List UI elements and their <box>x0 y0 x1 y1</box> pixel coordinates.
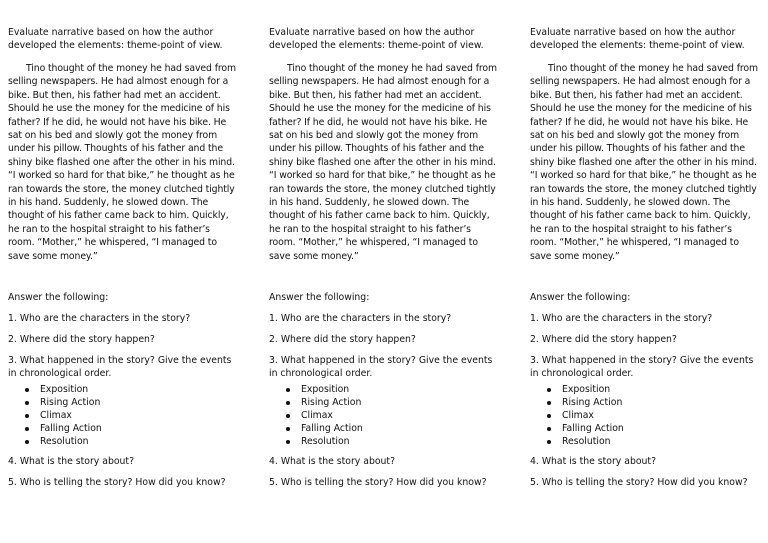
answer-label: Answer the following: <box>269 292 370 304</box>
plot-elements-list <box>269 383 499 448</box>
list-item-label: Rising Action <box>562 397 623 409</box>
plot-elements-list <box>8 383 238 448</box>
list-item <box>25 435 238 448</box>
story-passage: Tino thought of the money he had saved from selling newspapers. He had almost enough for a bike. But then, his father had met an accident. Should he use the money for the medicine of his father? If he did, he would not have his bike. He sat on his bed and slowly got the money from under his pillow. Thoughts of his father and the shiny bike flashed one after the other in his mind. “I worked so hard for that bike,” he thought as he ran towards the store, the money clutched tightly in his hand. Suddenly, he slowed down. The thought of his father came back to him. Quickly, he ran to the hospital straight to his father’s room. “Mother,” he whispered, “I managed to save some money.” <box>269 63 497 262</box>
instruction-heading: Evaluate narrative based on how the author developed the elements: theme-point of view. <box>530 27 745 51</box>
story-passage: Tino thought of the money he had saved from selling newspapers. He had almost enough for a bike. But then, his father had met an accident. Should he use the money for the medicine of his father? If he did, he would not have his bike. He sat on his bed and slowly got the money from under his pillow. Thoughts of his father and the shiny bike flashed one after the other in his mind. “I worked so hard for that bike,” he thought as he ran towards the store, the money clutched tightly in his hand. Suddenly, he slowed down. The thought of his father came back to him. Quickly, he ran to the hospital straight to his father’s room. “Mother,” he whispered, “I managed to save some money.” <box>8 63 236 262</box>
list-item-label: Rising Action <box>40 397 101 409</box>
answer-label: Answer the following: <box>530 292 631 304</box>
list-item-label: Resolution <box>40 436 89 448</box>
list-item-label: Exposition <box>40 384 89 396</box>
list-item <box>286 422 499 435</box>
list-item <box>286 383 499 396</box>
list-item <box>25 409 238 422</box>
list-item-label: Rising Action <box>301 397 362 409</box>
list-item-label: Falling Action <box>562 423 624 435</box>
question-4: 4. What is the story about? <box>530 456 657 468</box>
list-item <box>547 435 760 448</box>
bullet-icon <box>25 388 29 392</box>
bullet-icon <box>547 401 551 405</box>
list-item <box>547 409 760 422</box>
question-2: 2. Where did the story happen? <box>530 334 677 346</box>
question-5: 5. Who is telling the story? How did you know? <box>269 477 487 489</box>
question-1: 1. Who are the characters in the story? <box>8 313 191 325</box>
list-item <box>25 396 238 409</box>
question-5: 5. Who is telling the story? How did you know? <box>8 477 226 489</box>
list-item-label: Falling Action <box>301 423 363 435</box>
bullet-icon <box>547 440 551 444</box>
question-2: 2. Where did the story happen? <box>8 334 155 346</box>
question-3: 3. What happened in the story? Give the events in chronological order. <box>269 355 493 380</box>
question-3: 3. What happened in the story? Give the events in chronological order. <box>530 355 754 380</box>
bullet-icon <box>25 414 29 418</box>
question-5: 5. Who is telling the story? How did you know? <box>530 477 748 489</box>
list-item-label: Exposition <box>301 384 350 396</box>
list-item <box>286 435 499 448</box>
list-item-label: Exposition <box>562 384 611 396</box>
list-item <box>286 396 499 409</box>
bullet-icon <box>286 414 290 418</box>
list-item-label: Climax <box>40 410 72 422</box>
worksheet-column-1 <box>8 0 238 543</box>
bullet-icon <box>286 427 290 431</box>
bullet-icon <box>547 414 551 418</box>
answer-label: Answer the following: <box>8 292 109 304</box>
worksheet-column-2 <box>269 0 499 543</box>
story-passage: Tino thought of the money he had saved from selling newspapers. He had almost enough for a bike. But then, his father had met an accident. Should he use the money for the medicine of his father? If he did, he would not have his bike. He sat on his bed and slowly got the money from under his pillow. Thoughts of his father and the shiny bike flashed one after the other in his mind. “I worked so hard for that bike,” he thought as he ran towards the store, the money clutched tightly in his hand. Suddenly, he slowed down. The thought of his father came back to him. Quickly, he ran to the hospital straight to his father’s room. “Mother,” he whispered, “I managed to save some money.” <box>530 63 758 262</box>
bullet-icon <box>25 440 29 444</box>
list-item-label: Resolution <box>301 436 350 448</box>
question-1: 1. Who are the characters in the story? <box>530 313 713 325</box>
instruction-heading: Evaluate narrative based on how the author developed the elements: theme-point of view. <box>269 27 484 51</box>
list-item-label: Climax <box>562 410 594 422</box>
bullet-icon <box>286 440 290 444</box>
list-item <box>25 422 238 435</box>
question-2: 2. Where did the story happen? <box>269 334 416 346</box>
plot-elements-list <box>530 383 760 448</box>
list-item-label: Falling Action <box>40 423 102 435</box>
bullet-icon <box>547 388 551 392</box>
bullet-icon <box>25 427 29 431</box>
list-item <box>547 396 760 409</box>
bullet-icon <box>286 388 290 392</box>
list-item <box>547 383 760 396</box>
question-1: 1. Who are the characters in the story? <box>269 313 452 325</box>
question-4: 4. What is the story about? <box>269 456 396 468</box>
instruction-heading: Evaluate narrative based on how the author developed the elements: theme-point of view. <box>8 27 223 51</box>
list-item-label: Resolution <box>562 436 611 448</box>
list-item-label: Climax <box>301 410 333 422</box>
list-item <box>547 422 760 435</box>
question-4: 4. What is the story about? <box>8 456 135 468</box>
bullet-icon <box>25 401 29 405</box>
worksheet-column-3 <box>530 0 760 543</box>
list-item <box>286 409 499 422</box>
bullet-icon <box>286 401 290 405</box>
question-3: 3. What happened in the story? Give the events in chronological order. <box>8 355 232 380</box>
bullet-icon <box>547 427 551 431</box>
list-item <box>25 383 238 396</box>
